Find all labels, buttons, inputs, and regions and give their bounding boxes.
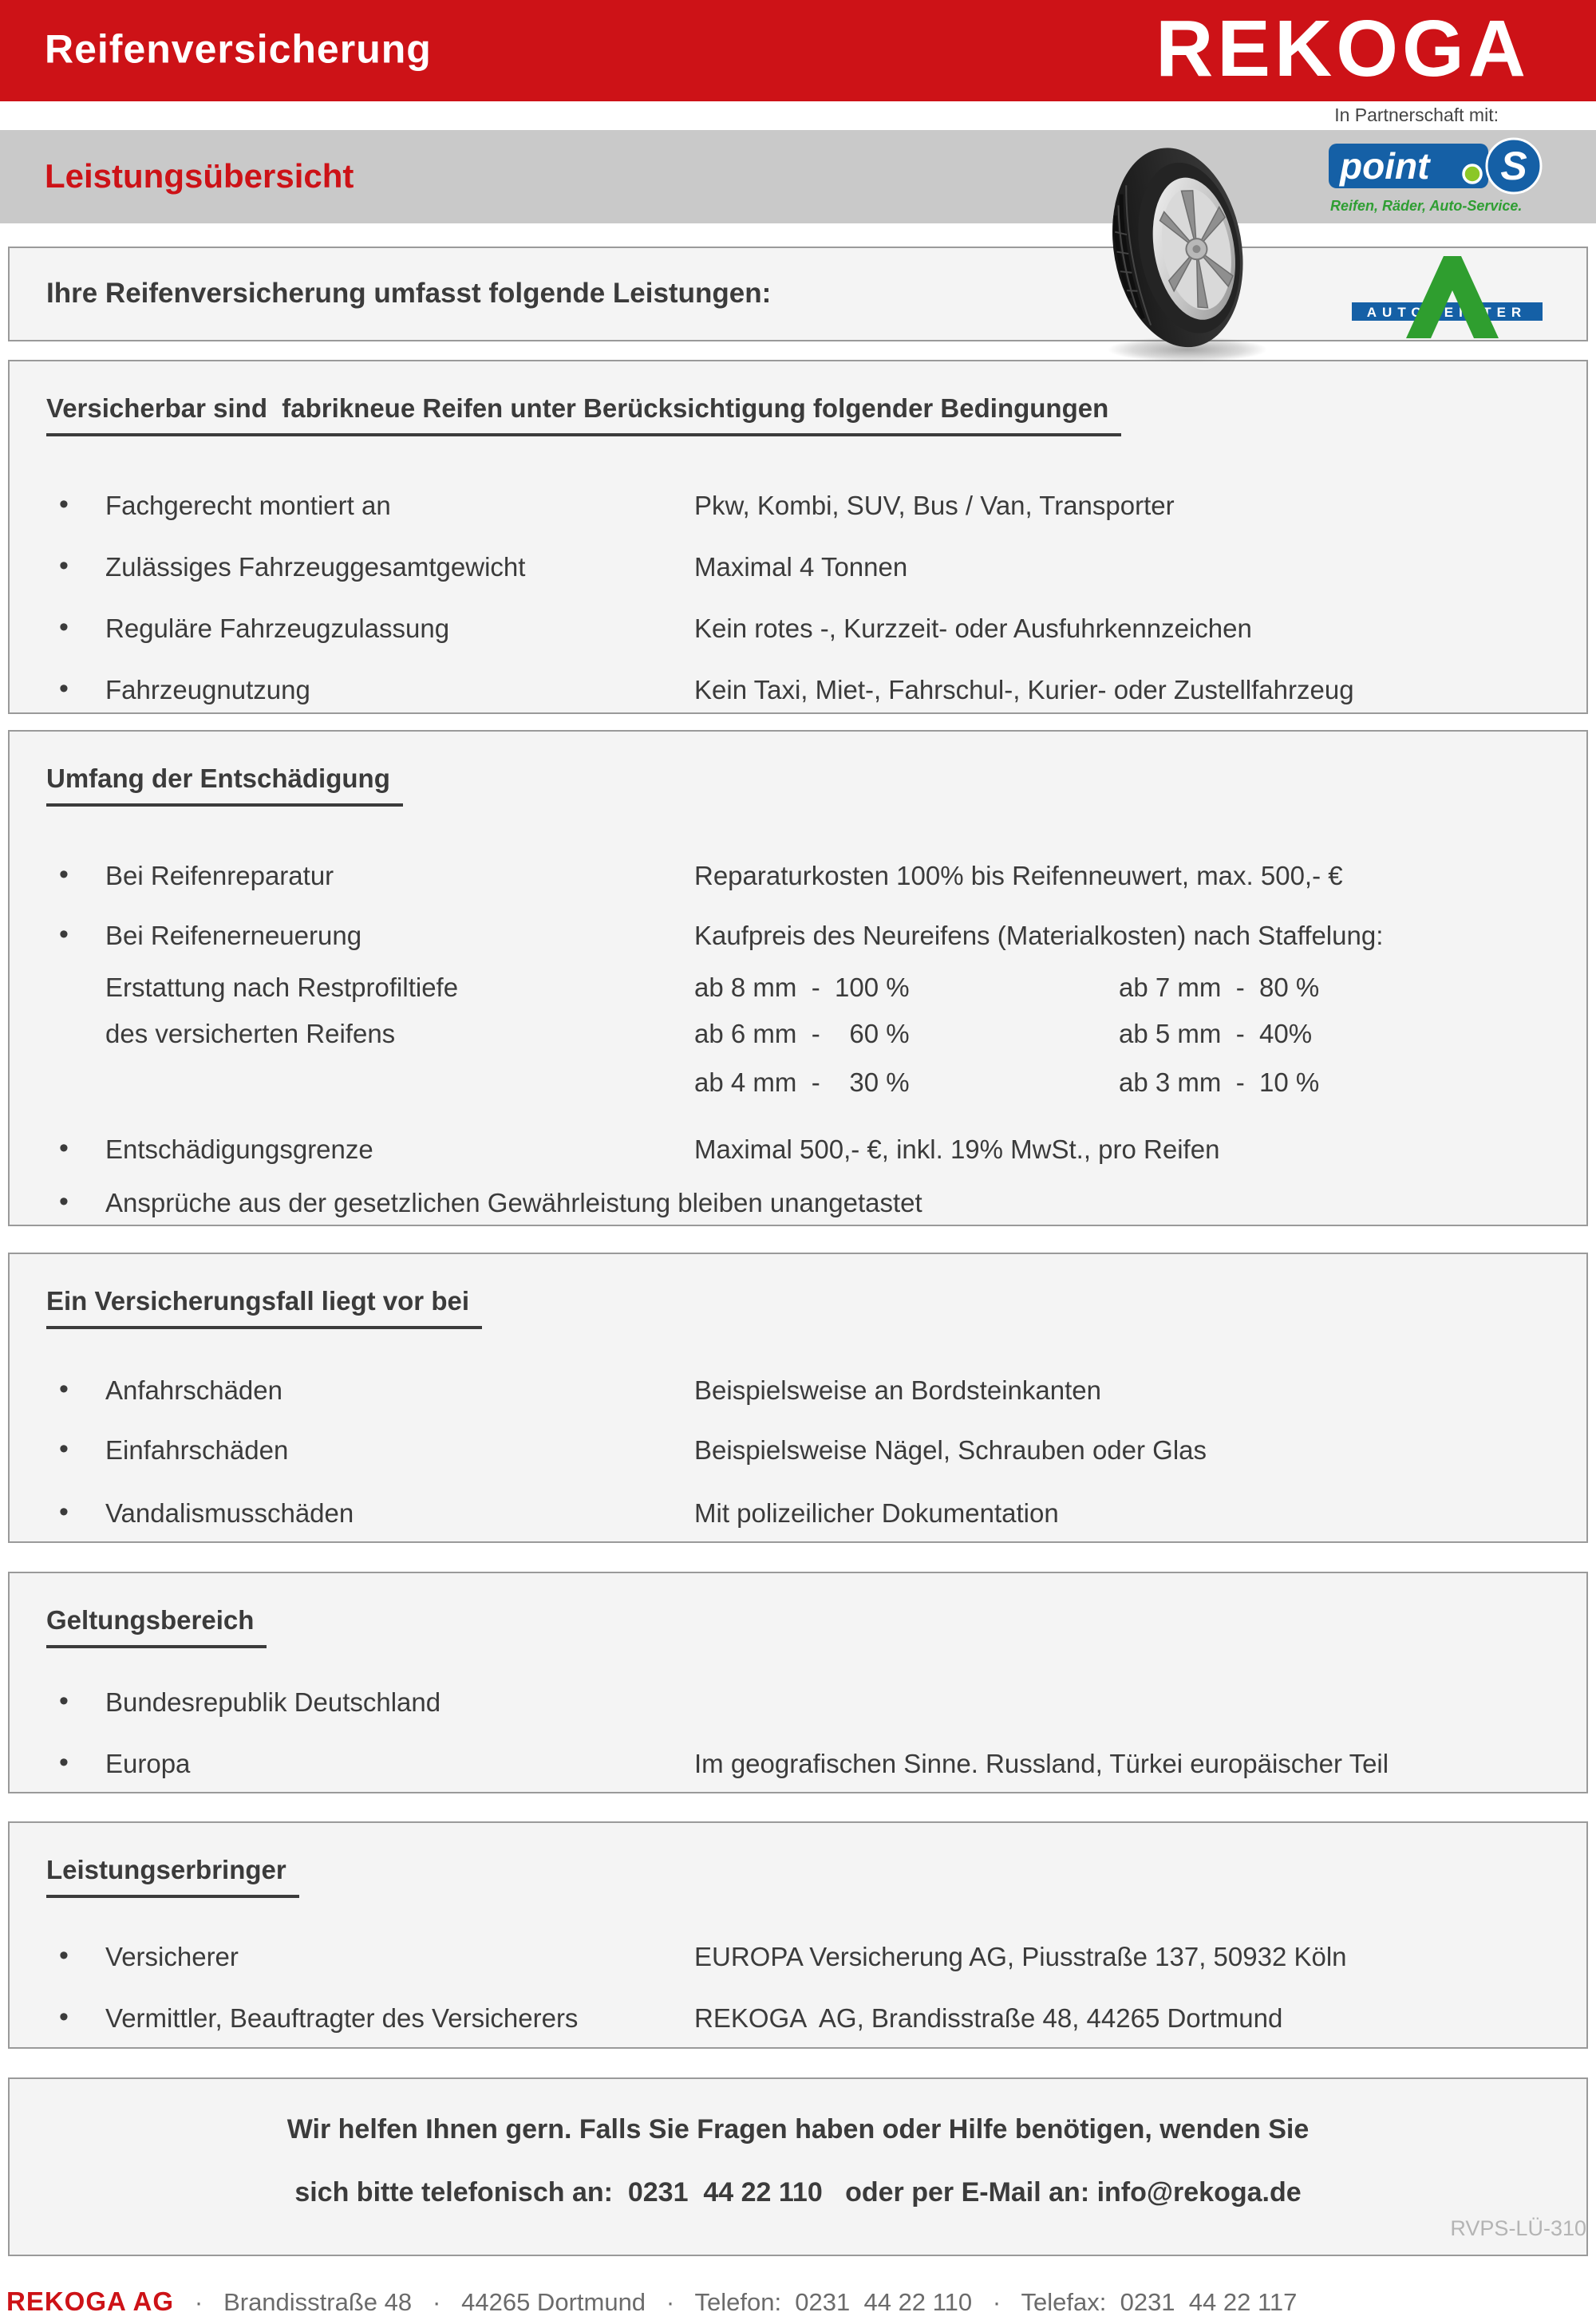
section-title: Ein Versicherungsfall liegt vor bei	[46, 1286, 482, 1329]
table-row: • Fachgerecht montiert an Pkw, Kombi, SUV, Bus / Van, Transporter	[46, 491, 1558, 521]
table-row: • Vandalismusschäden Mit polizeilicher Dokumentation	[46, 1498, 1558, 1529]
footer-brand: REKOGA AG	[6, 2287, 175, 2316]
table-row: • Bundesrepublik Deutschland	[46, 1687, 1558, 1718]
section-insured-events	[8, 1253, 1588, 1543]
section-territorial-scope	[8, 1572, 1588, 1793]
staffelung-row: ab 4 mm - 30 % ab 3 mm - 10 %	[694, 1067, 1320, 1097]
table-row: • Einfahrschäden Beispielsweise Nägel, Schrauben oder Glas	[46, 1435, 1558, 1466]
table-row: • Entschädigungsgrenze Maximal 500,- €, inkl. 19% MwSt., pro Reifen	[46, 1134, 1558, 1165]
section-compensation-scope	[8, 730, 1588, 1226]
automeister-logo	[1345, 252, 1562, 341]
tire-photo-icon	[1092, 140, 1287, 368]
point-s-letter: S	[1500, 144, 1527, 188]
automeister-word: AUTOMEISTER	[1366, 305, 1527, 320]
table-row: • Anfahrschäden Beispielsweise an Bordsteinkanten	[46, 1375, 1558, 1406]
partnership-strip	[0, 101, 1596, 130]
table-row: • Vermittler, Beauftragter des Versicherers REKOGA AG, Brandisstraße 48, 44265 Dortmund	[46, 2003, 1558, 2034]
footer-address: · Brandisstraße 48 · 44265 Dortmund · Telefon: 0231 44 22 110 · Telefax: 0231 44 22 117	[174, 2288, 1298, 2316]
staffelung-row: Erstattung nach Restprofiltiefe ab 8 mm - 100 % ab 7 mm - 80 %	[105, 973, 1320, 1002]
table-row: • Europa Im geografischen Sinne. Russland, Türkei europäischer Teil	[46, 1749, 1558, 1779]
intro-text: Ihre Reifenversicherung umfasst folgende Leistungen:	[46, 277, 772, 309]
point-s-tagline: Reifen, Räder, Auto-Service.	[1330, 198, 1523, 214]
document-code: RVPS-LÜ-310	[1450, 2216, 1586, 2240]
table-row: • Ansprüche aus der gesetzlichen Gewährleistung bleiben unangetastet	[46, 1188, 1558, 1218]
footer-contact-line	[6, 2287, 1594, 2317]
table-row: • Fahrzeugnutzung Kein Taxi, Miet-, Fahrschul-, Kurier- oder Zustellfahrzeug	[46, 675, 1558, 705]
help-box	[8, 2077, 1588, 2256]
table-row: • Versicherer EUROPA Versicherung AG, Piusstraße 137, 50932 Köln	[46, 1942, 1558, 1972]
header-banner	[0, 0, 1596, 101]
automeister-a-mark	[1406, 256, 1499, 338]
help-text-line1: Wir helfen Ihnen gern. Falls Sie Fragen haben oder Hilfe benötigen, wenden Sie	[286, 2114, 1310, 2144]
section-title: Versicherbar sind fabrikneue Reifen unter Berücksichtigung folgender Bedingungen	[46, 393, 1121, 436]
point-s-word: point	[1340, 145, 1430, 187]
point-s-logo	[1327, 137, 1558, 217]
section-title: Leistungserbringer	[46, 1855, 299, 1898]
section-service-providers	[8, 1821, 1588, 2049]
help-text-line2: sich bitte telefonisch an: 0231 44 22 110 oder per E-Mail an: info@rekoga.de	[294, 2177, 1302, 2208]
page-title: Reifenversicherung	[45, 26, 432, 72]
section-insurable-conditions	[8, 360, 1588, 714]
section-title: Umfang der Entschädigung	[46, 763, 403, 807]
table-row: • Bei Reifenerneuerung Kaufpreis des Neureifens (Materialkosten) nach Staffelung:	[46, 921, 1558, 951]
section-title: Geltungsbereich	[46, 1605, 267, 1648]
subtitle: Leistungsübersicht	[45, 156, 354, 195]
table-row: • Reguläre Fahrzeugzulassung Kein rotes -, Kurzzeit- oder Ausfuhrkennzeichen	[46, 614, 1558, 644]
table-row: • Zulässiges Fahrzeuggesamtgewicht Maximal 4 Tonnen	[46, 552, 1558, 582]
staffelung-row: des versicherten Reifens ab 6 mm - 60 % ab 5 mm - 40%	[105, 1019, 1313, 1048]
table-row: • Bei Reifenreparatur Reparaturkosten 100% bis Reifenneuwert, max. 500,- €	[46, 861, 1558, 891]
partnership-label: In Partnerschaft mit:	[1334, 105, 1499, 125]
rekoga-logo: REKOGA	[1156, 3, 1530, 93]
